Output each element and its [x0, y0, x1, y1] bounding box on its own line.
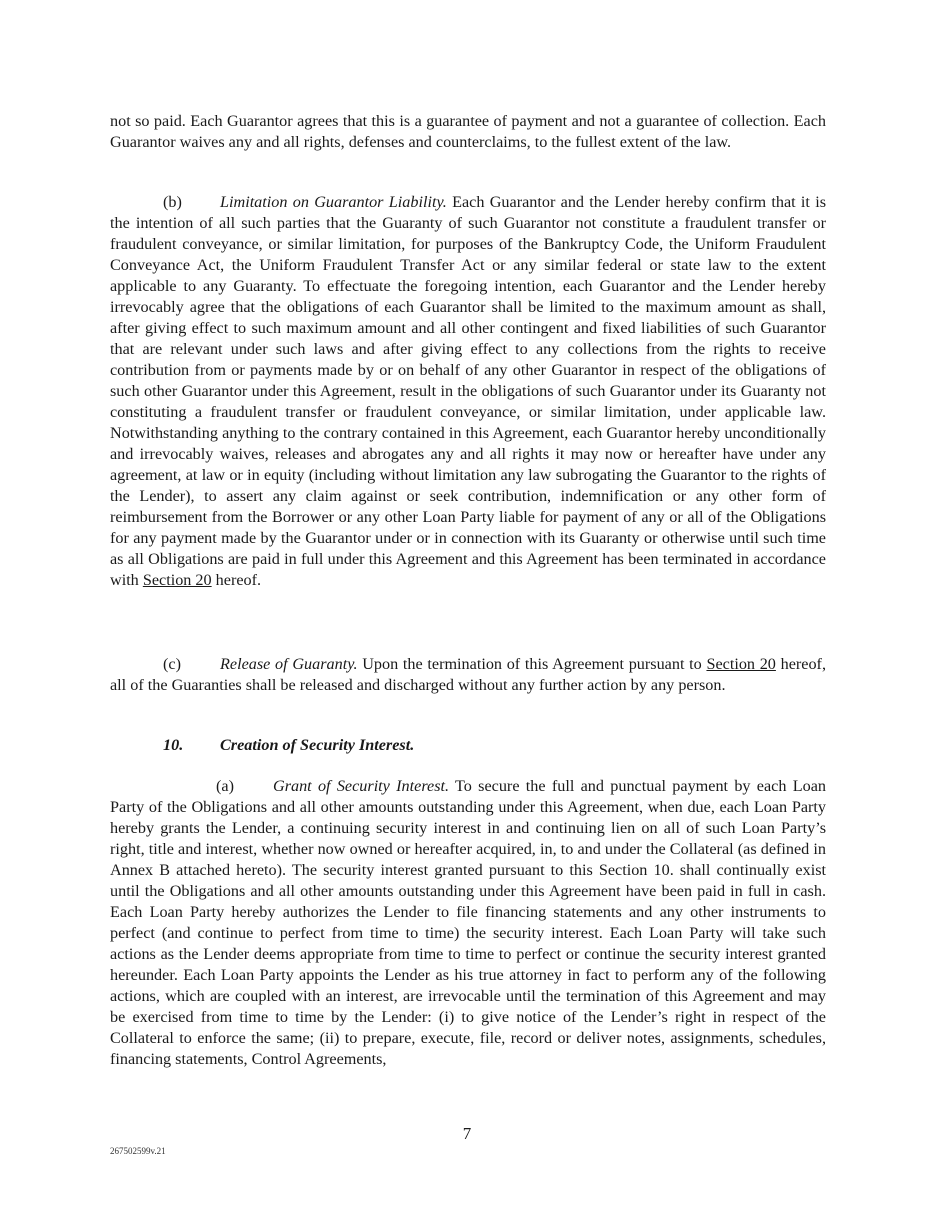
- page-number: 7: [462, 1124, 472, 1143]
- section-c-reference: Section 20: [706, 655, 776, 673]
- section-10-number: 10.: [163, 736, 184, 754]
- section-10a-text: To secure the full and punctual payment by each Loan Party of the Obligations and all other amounts outstanding under this Agreement, when due, each Loan Party hereby grants the Lender, a continuing security interest in and continuing lien on all of such Loan Party’s right, title and interest, whether now owned or hereafter acquired, in, to and under the Collateral (as defined in Annex B attached hereto). The security interest granted pursuant to this Section 10. shall continually exist until the Obligations and all other amounts outstanding under this Agreement have been paid in full in cash. Each Loan Party hereby authorizes the Lender to file financing statements and any other instruments to perfect (and continue to perfect from time to time) the security interest. Each Loan Party will take such actions as the Lender deems appropriate from time to time to perfect or continue the security interest granted hereunder. Each Loan Party appoints the Lender as his true attorney in fact to perform any of the following actions, which are coupled with an interest, are irrevocable until the termination of this Agreement and may be exercised from time to time by the Lender: (i) to give notice of the Lender’s right in respect of the Collateral to enforce the same; (ii) to prepare, execute, file, record or deliver notes, assignments, schedules, financing statements, Control Agreements,: [110, 777, 826, 1068]
- section-10a-marker: (a): [216, 777, 234, 795]
- section-b-reference: Section 20: [142, 571, 212, 589]
- section-10a-paragraph: [110, 776, 826, 1070]
- section-10a-heading: Grant of Security Interest.: [273, 777, 450, 795]
- section-10-heading: [163, 736, 414, 755]
- document-id: 267502599v.21: [110, 1146, 166, 1156]
- section-c-paragraph: [110, 654, 826, 696]
- section-c-heading: Release of Guaranty.: [220, 655, 358, 673]
- section-10-title: Creation of Security Interest.: [220, 736, 415, 754]
- section-b-marker: (b): [163, 193, 182, 211]
- section-c-marker: (c): [163, 655, 181, 673]
- section-c-text: Upon the termination of this Agreement pursuant to: [357, 655, 707, 673]
- section-b-text: Each Guarantor and the Lender hereby confirm that it is the intention of all such parties that the Guaranty of such Guarantor not constitute a fraudulent transfer or fraudulent conveyance, or similar limitation, for purposes of the Bankruptcy Code, the Uniform Fraudulent Conveyance Act, the Uniform Fraudulent Transfer Act or any similar federal or state law to the extent applicable to any Guaranty. To effectuate the foregoing intention, each Guarantor and the Lender hereby irrevocably agree that the obligations of each Guarantor shall be limited to the maximum amount as shall, after giving effect to such maximum amount and all other contingent and fixed liabilities of such Guarantor that are relevant under such laws and after giving effect to any collections from the rights to receive contribution from or payments made by or on behalf of any other Guarantor in respect of the obligations of such other Guarantor under this Agreement, result in the obligations of such Guarantor under its Guaranty not constituting a fraudulent transfer or fraudulent conveyance, or similar limitation, under applicable law. Notwithstanding anything to the contrary contained in this Agreement, each Guarantor hereby unconditionally and irrevocably waives, releases and abrogates any and all rights it may now or hereafter have under any agreement, at law or in equity (including without limitation any law subrogating the Guarantor to the rights of the Lender), to assert any claim against or seek contribution, indemnification or any other form of reimbursement from the Borrower or any other Loan Party liable for payment of any or all of the Obligations for any payment made by the Guarantor under or in connection with its Guaranty or otherwise until such time as all Obligations are paid in full under this Agreement and this Agreement has been terminated in accordance with: [110, 193, 826, 589]
- section-c-text-end: hereof, all of the Guaranties shall be released and discharged without any further action by any person.: [110, 655, 826, 694]
- paragraph-continuation: [110, 111, 826, 153]
- paragraph-continuation-text: not so paid. Each Guarantor agrees that this is a guarantee of payment and not a guarantee of collection. Each Guarantor waives any and all rights, defenses and counterclaims, to the fullest extent of the law.: [110, 112, 826, 151]
- section-b-paragraph: [110, 192, 826, 591]
- section-b-heading: Limitation on Guarantor Liability.: [220, 193, 447, 211]
- section-b-text-end: hereof.: [211, 571, 262, 589]
